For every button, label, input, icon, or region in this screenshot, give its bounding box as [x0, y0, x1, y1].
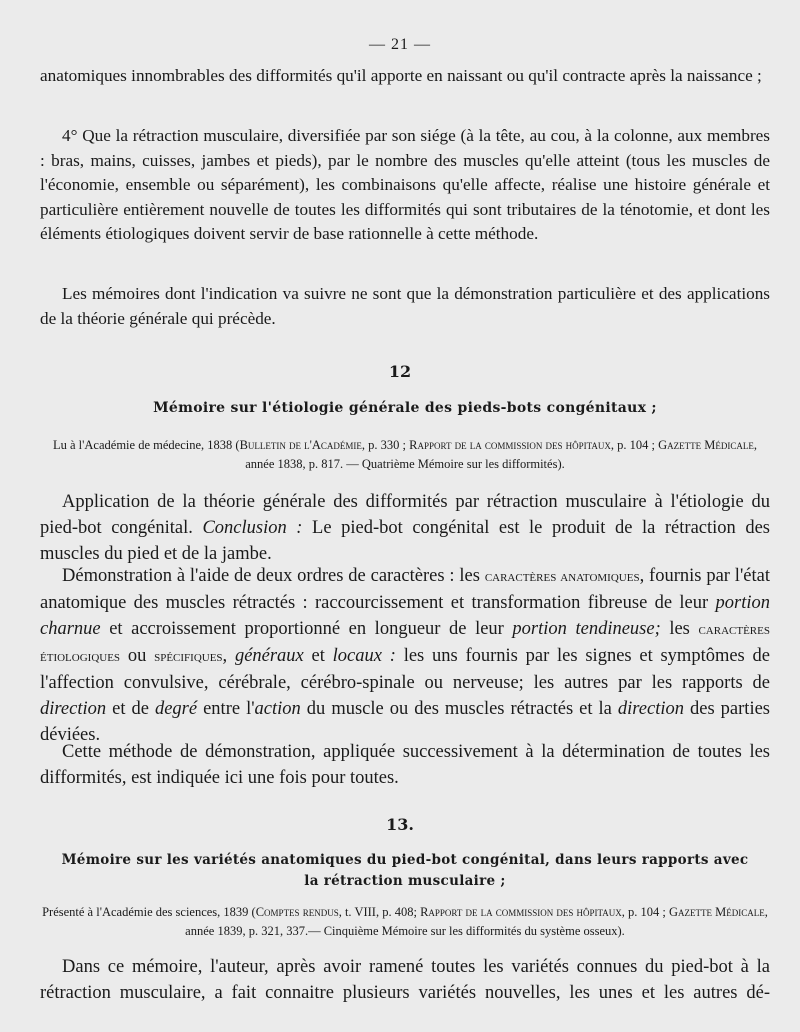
src-text: , t. VIII, p. 408;	[338, 905, 421, 919]
text-run: Application de la théorie générale des difformités par rétraction musculaire à l'étiologie du pied-bot congénital.	[40, 492, 770, 538]
src-text: , p. 104 ;	[621, 905, 670, 919]
paragraph-point-4: 4° Que la rétraction musculaire, diversifiée par son siége (à la tête, au cou, à la colonne, aux membres : bras, mains, cuisses, jambes et pieds), par le nombre des muscles qu'elle atteint (tous les muscles de l'économie, ensemble ou séparément), les combinaisons qu'elle affecte, réalise une histoire générale et particulière entièrement nouvelle de toutes les difformités qui sont tributaires de la ténotomie, et dont les éléments étiologiques doivent servir de base rationnelle à cette méthode.	[40, 126, 770, 243]
src-rapport: Rapport de la commission des hôpitaux	[409, 438, 611, 452]
section-12-paragraph-2	[40, 563, 770, 748]
text-run: les uns fournis par les signes et symptômes de l'affection convulsive, cérébrale, cérébro-spinale ou nerveuse; les autres par les rapports de	[40, 646, 770, 693]
section-13-source	[40, 903, 770, 941]
section-13-title-punct: ;	[495, 873, 506, 889]
src-gazette: Gazette Médicale	[658, 438, 754, 452]
text-run: , fournis par l'état anatomique des muscles rétractés : raccourcissement et transformation fibreuse de leur	[40, 566, 770, 613]
page-number: — 21 —	[369, 36, 431, 53]
src-text: , année 1838, p. 817. — Quatrième Mémoire sur les difformités).	[245, 438, 757, 471]
section-13-title-line1: Mémoire sur les variétés anatomiques du pied-bot congénital, dans leurs rapports avec	[61, 852, 749, 868]
text-run: Le pied-bot congénital est le produit de la rétraction des muscles du pied et de la jambe.	[40, 518, 770, 564]
text-italic: portion charnue	[40, 593, 770, 639]
text-italic: direction	[40, 699, 107, 719]
src-text: , année 1839, p. 321, 337.— Cinquième Mémoire sur les difformités du système osseux).	[185, 905, 768, 938]
text-smallcaps: spécifiques	[154, 649, 223, 665]
paragraph-continuation: anatomiques innombrables des difformités qu'il apporte en naissant ou qu'il contracte après la naissance ;	[40, 66, 762, 85]
text-smallcaps: caractères étiologiques	[40, 622, 770, 665]
section-13-title-text: la rétraction musculaire	[304, 873, 496, 889]
src-text: Présenté à l'Académie des sciences, 1839 (	[42, 905, 256, 919]
text-run: les	[660, 619, 699, 639]
section-12-title-punct: ;	[646, 400, 657, 416]
src-text: Lu à l'Académie de médecine, 1838 (	[53, 438, 240, 452]
text-run: entre l'	[197, 699, 255, 719]
section-12-number: 12	[388, 362, 412, 381]
text-run: et	[303, 646, 333, 666]
section-12-source	[40, 436, 770, 474]
section-12-paragraph-3: Cette méthode de démonstration, appliquée successivement à la détermination de toutes les difformités, est indiquée ici une fois pour toutes.	[40, 742, 770, 788]
text-italic: portion tendineuse;	[512, 619, 661, 639]
text-italic: Conclusion :	[202, 518, 303, 538]
text-italic: généraux	[234, 646, 304, 666]
text-run: du muscle ou des muscles rétractés et la	[300, 699, 618, 719]
text-run: des parties déviées.	[40, 699, 770, 745]
section-12-title	[40, 398, 770, 419]
src-text: , p. 330 ;	[361, 438, 410, 452]
src-text: , p. 104 ;	[610, 438, 659, 452]
text-italic: degré	[154, 699, 198, 719]
src-comptes: Comptes rendus	[255, 905, 339, 919]
src-rapport: Rapport de la commission des hôpitaux	[420, 905, 622, 919]
text-run: ou	[120, 646, 155, 666]
text-italic: locaux :	[332, 646, 396, 666]
src-gazette: Gazette Médicale	[669, 905, 765, 919]
text-run: et accroissement proportionné en longueur de leur	[100, 619, 513, 639]
text-run: ,	[222, 646, 235, 666]
section-13-number: 13.	[386, 815, 414, 834]
section-13-paragraph-1: Dans ce mémoire, l'auteur, après avoir ramené toutes les variétés connues du pied-bot à la rétraction musculaire, a fait connaitre plusieurs variétés nouvelles, les unes et les autres dé-	[40, 957, 770, 1003]
text-run: et de	[106, 699, 155, 719]
text-italic: action	[254, 699, 301, 719]
paragraph-transition: Les mémoires dont l'indication va suivre ne sont que la démonstration particulière et des applications de la théorie générale qui précède.	[40, 284, 770, 328]
section-13-title-line2	[40, 871, 770, 892]
section-12-title-text: Mémoire sur l'étiologie générale des pieds-bots congénitaux	[153, 400, 647, 416]
section-12-paragraph-1	[40, 489, 770, 567]
src-bulletin: Bulletin de l'Académie	[239, 438, 362, 452]
section-13-title	[40, 850, 770, 892]
text-smallcaps: caractères anatomiques	[484, 569, 640, 585]
text-run: Démonstration à l'aide de deux ordres de caractères : les	[62, 566, 485, 586]
text-italic: direction	[617, 699, 684, 719]
